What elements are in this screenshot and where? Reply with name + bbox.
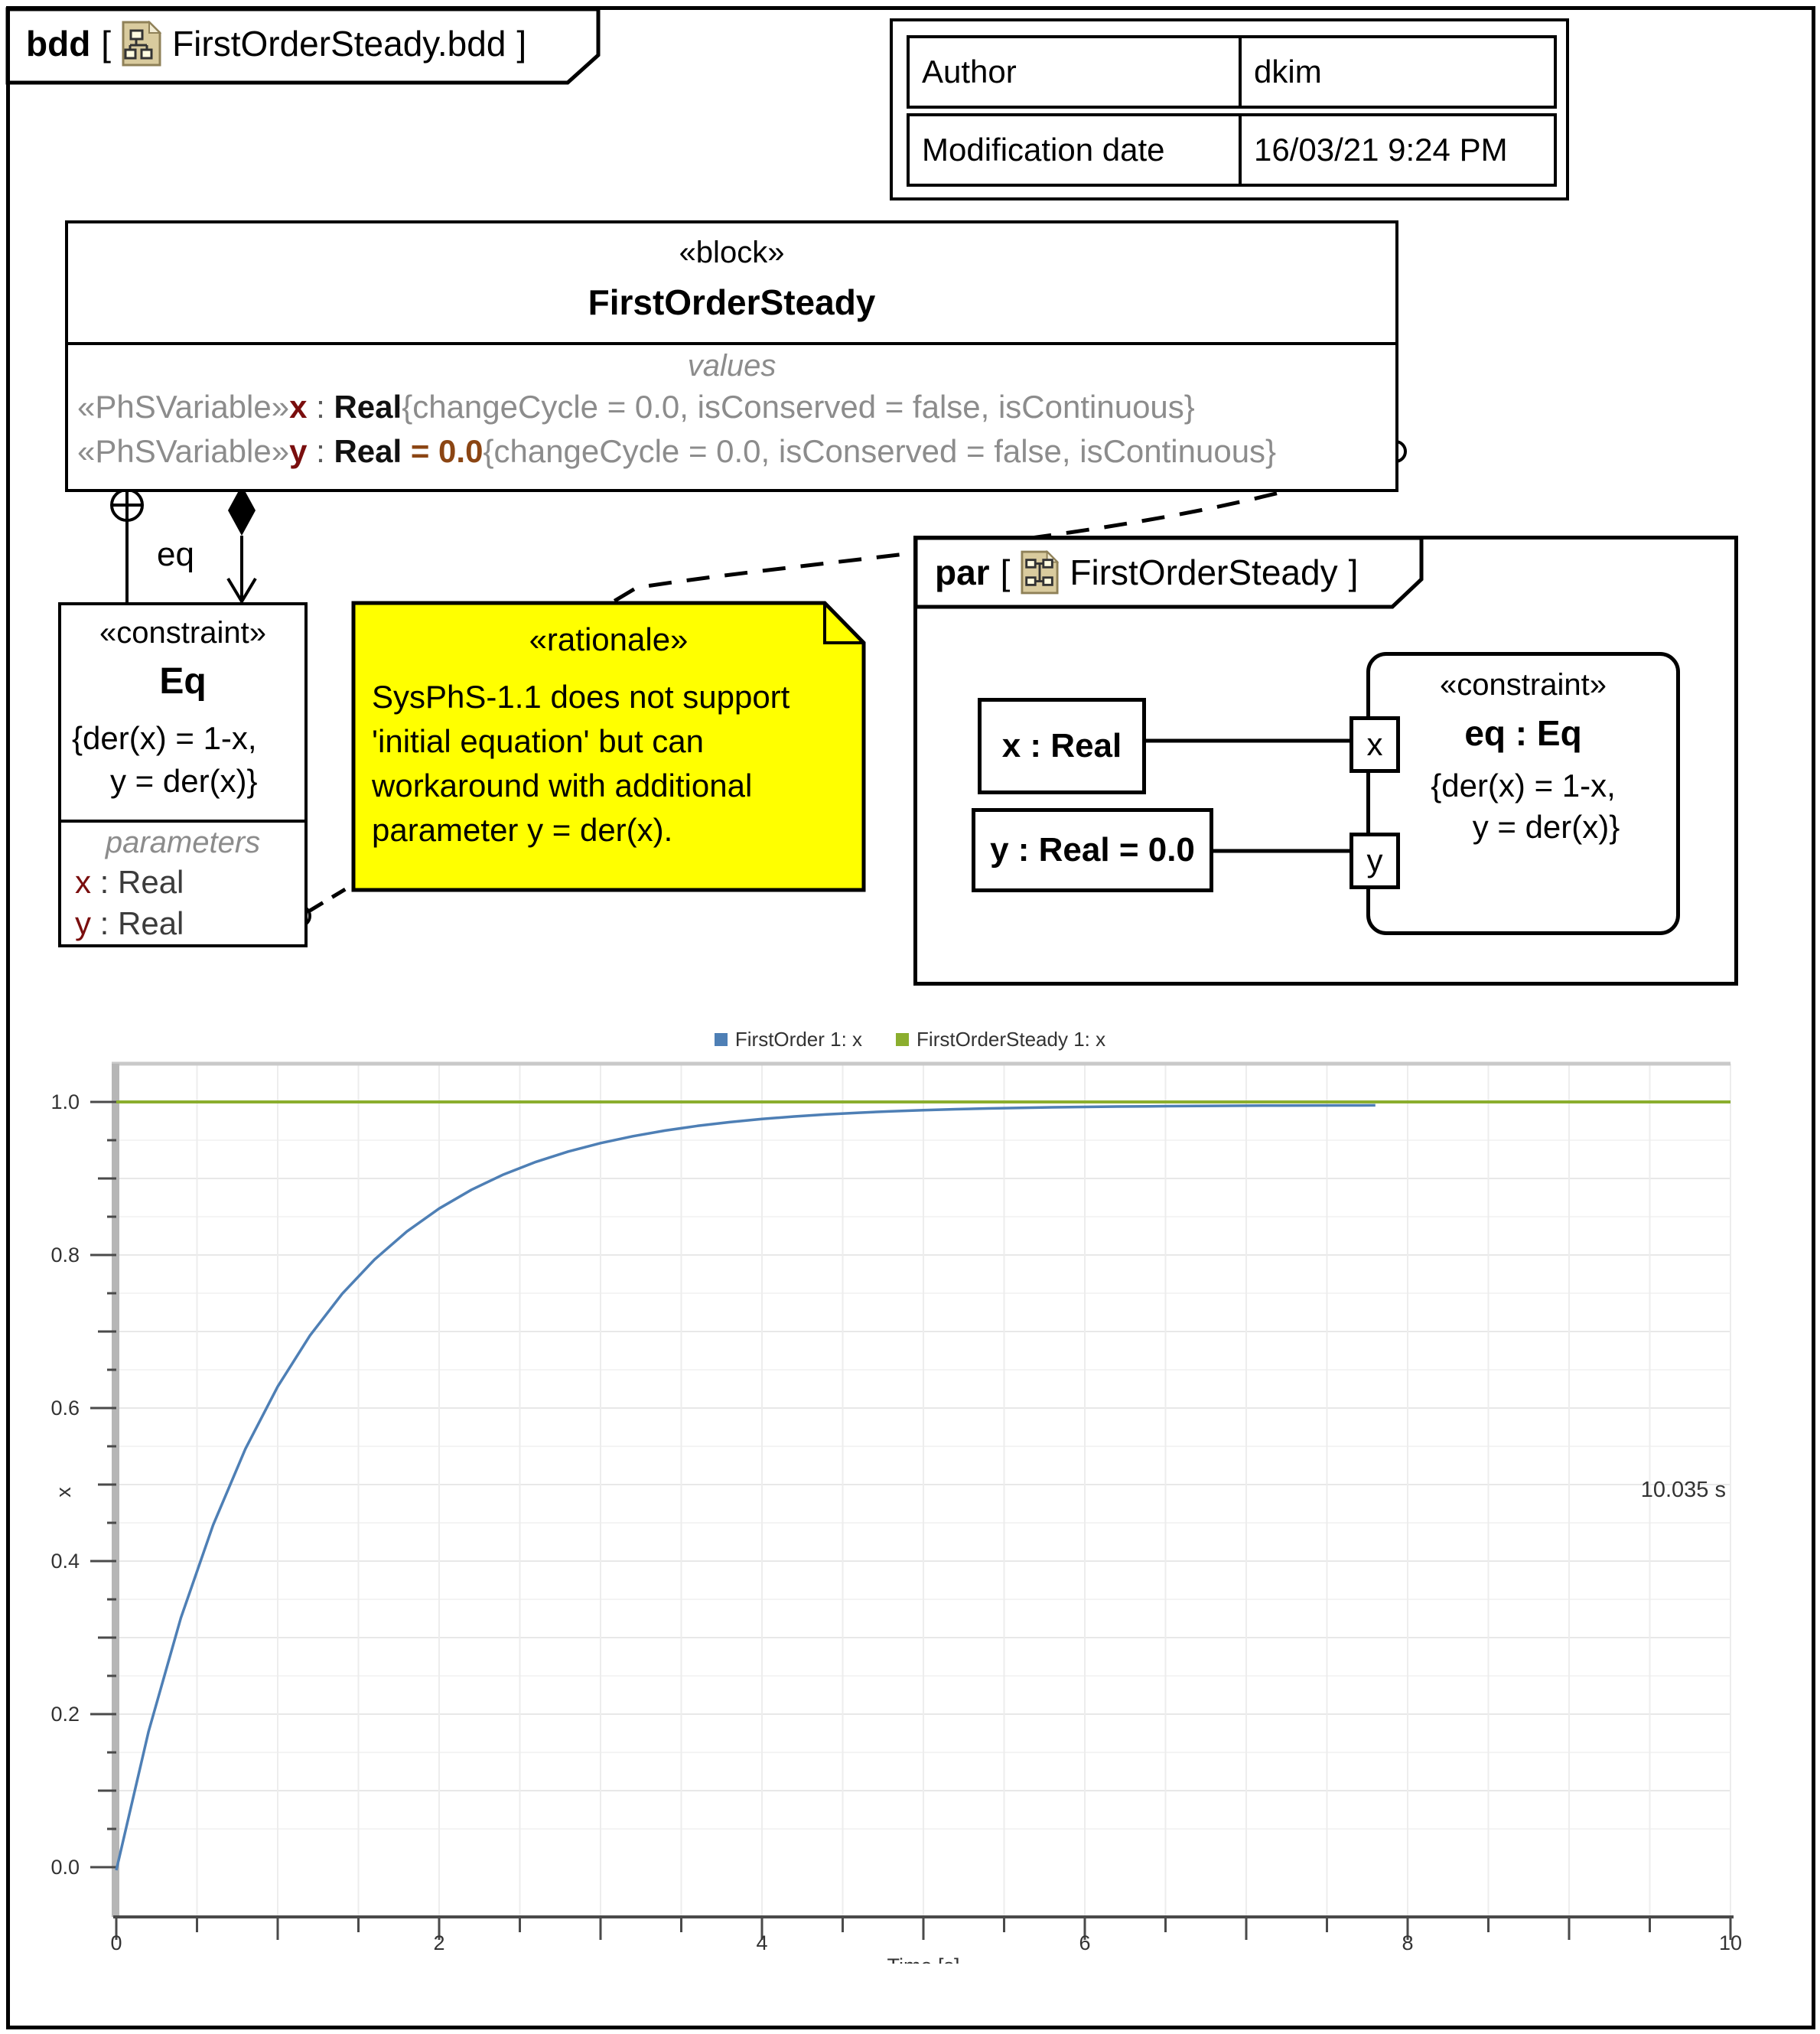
rationale-stereotype: «rationale» <box>529 621 689 657</box>
parameter-y[interactable]: y : Real <box>75 905 184 941</box>
value-property-y[interactable]: «PhSVariable»y : Real = 0.0{changeCycle = 0.0, isConserved = false, isContinuous} <box>77 433 1277 469</box>
rationale-text[interactable]: SysPhS-1.1 does not support 'initial equation' but can workaround with additional parameter y = der(x). <box>372 679 790 848</box>
chart-legend <box>0 1025 1820 1053</box>
constraint-parameter-port-y[interactable]: y <box>1350 833 1400 889</box>
svg-text:0: 0 <box>110 1931 122 1954</box>
par-diagram-icon <box>1021 550 1059 595</box>
block-stereotype: «block» <box>679 236 785 269</box>
block-name-compartment <box>68 223 1395 345</box>
info-label-modification-date: Modification date <box>907 113 1246 187</box>
parameters-compartment-label: parameters <box>105 826 261 859</box>
constraint-parameter-port-x[interactable]: x <box>1350 716 1400 773</box>
svg-text:0.0: 0.0 <box>50 1856 80 1879</box>
constraint-header-compartment <box>61 605 304 823</box>
legend-item-firstordersteady[interactable]: FirstOrderSteady 1: x <box>896 1028 1105 1051</box>
legend-swatch-green <box>896 1033 909 1046</box>
diagram-frame-header: bdd [ FirstOrderSteady.bdd ] <box>26 15 526 72</box>
svg-text:0.2: 0.2 <box>50 1703 80 1726</box>
svg-text:10.035 s: 10.035 s <box>1640 1478 1726 1502</box>
parameter-x[interactable]: x : Real <box>75 864 184 900</box>
svg-text:0.6: 0.6 <box>50 1397 80 1420</box>
par-frame-name: FirstOrderSteady <box>1070 553 1338 592</box>
info-label-author: Author <box>907 35 1246 109</box>
par-frame-header: par [ FirstOrderSteady ] <box>935 545 1358 600</box>
constraint-equation-line-2: y = der(x)} <box>110 763 258 799</box>
constraint-stereotype: «constraint» <box>99 616 266 650</box>
composition-diamond-icon <box>228 485 256 536</box>
svg-text:1.0: 1.0 <box>50 1090 80 1113</box>
constraint-equation-line-1: {der(x) = 1-x, <box>72 720 257 756</box>
diagram-kind-label: bdd <box>26 24 91 64</box>
composition-role-label[interactable]: eq <box>157 536 194 573</box>
constraint-property-eq-line-1: {der(x) = 1-x, <box>1431 768 1616 803</box>
part-y-real[interactable]: y : Real = 0.0 <box>972 808 1213 892</box>
svg-text:x: x <box>52 1487 75 1498</box>
values-compartment-label: values <box>687 349 777 383</box>
block-firstordersteady[interactable] <box>65 220 1398 492</box>
simulation-chart <box>50 1064 1798 2017</box>
bdd-diagram-icon <box>122 21 161 67</box>
constraint-name: Eq <box>159 661 207 702</box>
constraint-property-eq[interactable] <box>1366 652 1680 935</box>
diagram-name-label: FirstOrderSteady.bdd <box>172 24 506 64</box>
rationale-anchor-edge-constraint[interactable] <box>310 886 350 911</box>
info-value-modification-date[interactable]: 16/03/21 9:24 PM <box>1239 113 1557 187</box>
constraint-property-name: eq : Eq <box>1464 713 1582 753</box>
block-name: FirstOrderSteady <box>588 282 876 322</box>
svg-text:10: 10 <box>1718 1931 1743 1954</box>
svg-text:4: 4 <box>756 1931 768 1954</box>
legend-swatch-blue <box>715 1033 728 1046</box>
constraint-property-stereotype: «constraint» <box>1440 668 1607 702</box>
constraint-block-eq[interactable] <box>58 602 308 947</box>
svg-text:2: 2 <box>433 1931 445 1954</box>
svg-text:0.8: 0.8 <box>50 1244 80 1266</box>
svg-text:8: 8 <box>1402 1931 1414 1954</box>
svg-text:0.4: 0.4 <box>50 1550 80 1573</box>
diagram-info-table <box>890 18 1569 200</box>
info-value-author[interactable]: dkim <box>1239 35 1557 109</box>
svg-text:6: 6 <box>1079 1931 1091 1954</box>
constraint-property-eq-line-2: y = der(x)} <box>1472 809 1620 845</box>
part-x-real[interactable]: x : Real <box>978 698 1146 794</box>
par-kind-label: par <box>935 553 990 592</box>
value-property-x[interactable]: «PhSVariable»x : Real{changeCycle = 0.0, isConserved = false, isContinuous} <box>77 389 1195 425</box>
legend-item-firstorder[interactable]: FirstOrder 1: x <box>715 1028 862 1051</box>
